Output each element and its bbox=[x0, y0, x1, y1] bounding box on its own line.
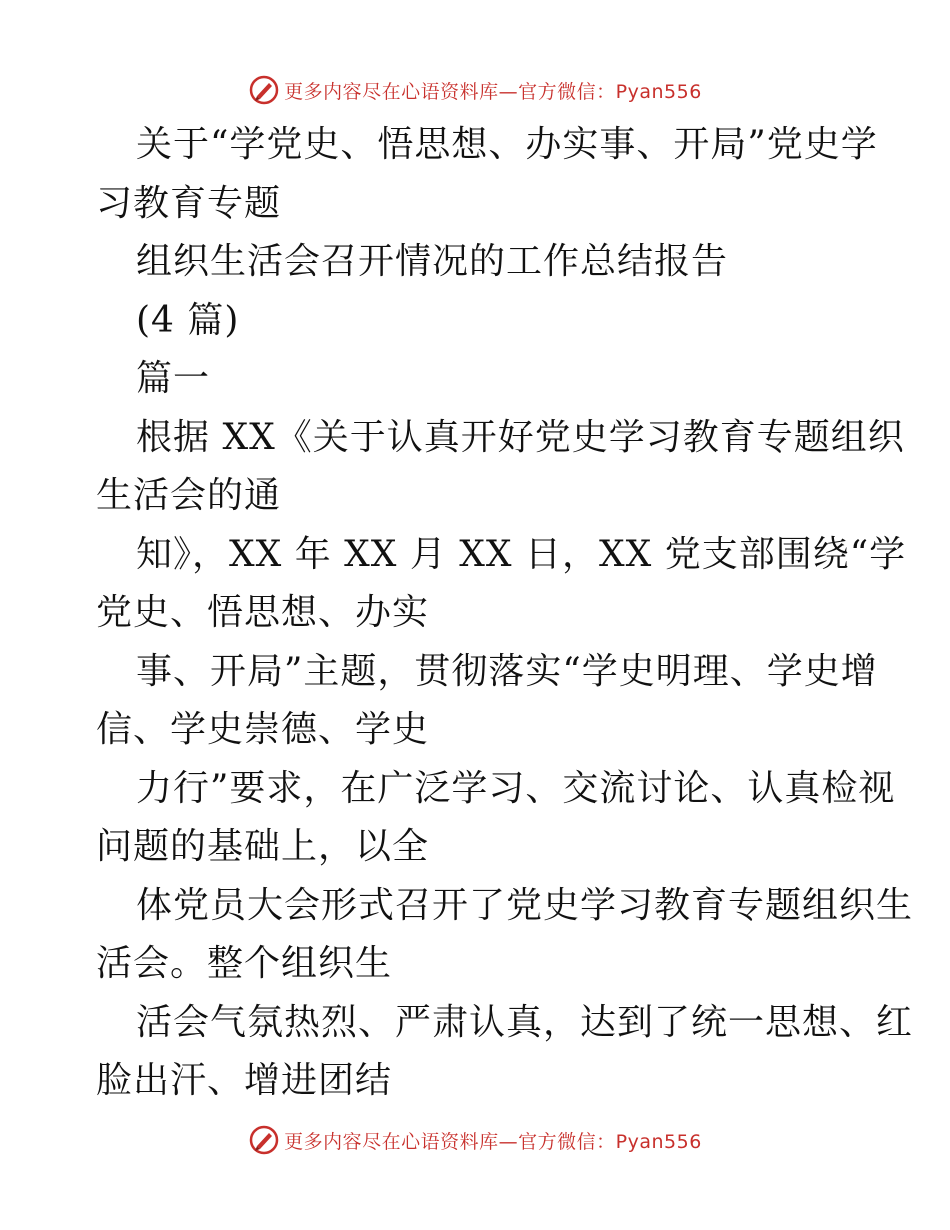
paragraph-line: 根据 XX《关于认真开好党史学习教育专题组织 bbox=[136, 416, 905, 458]
watermark-text: 更多内容尽在心语资料库—官方微信：Pyan556 bbox=[284, 1130, 702, 1153]
paragraph-line: 问题的基础上，以全 bbox=[96, 826, 430, 867]
title-line-3: 组织生活会召开情况的工作总结报告 bbox=[136, 241, 729, 282]
header-watermark bbox=[0, 70, 950, 110]
footer-watermark bbox=[0, 1120, 950, 1160]
pen-seal-logo-icon bbox=[248, 1124, 280, 1156]
section-heading: 篇一 bbox=[136, 358, 211, 399]
paragraph-line: 知》，XX 年 XX 月 XX 日，XX 党支部围绕“学 bbox=[136, 533, 907, 575]
paragraph-line: 力行”要求，在广泛学习、交流讨论、认真检视 bbox=[136, 767, 896, 809]
paragraph-line: 生活会的通 bbox=[96, 475, 282, 516]
title-count: (4 篇) bbox=[136, 299, 240, 341]
pen-seal-logo-icon bbox=[248, 74, 280, 106]
paragraph-line: 活会气氛热烈、严肃认真，达到了统一思想、红 bbox=[136, 1001, 914, 1043]
title-line-1: 关于“学党史、悟思想、办实事、开局”党史学 bbox=[136, 124, 878, 165]
watermark-text: 更多内容尽在心语资料库—官方微信：Pyan556 bbox=[284, 80, 702, 103]
paragraph-line: 脸出汗、增进团结 bbox=[96, 1060, 393, 1101]
paragraph-line: 党史、悟思想、办实 bbox=[96, 592, 430, 633]
paragraph-line: 体党员大会形式召开了党史学习教育专题组织生 bbox=[136, 884, 914, 926]
paragraph-line: 活会。整个组织生 bbox=[96, 943, 393, 984]
paragraph-line: 事、开局”主题，贯彻落实“学史明理、学史增 bbox=[136, 650, 878, 692]
document-body bbox=[96, 116, 914, 1111]
title-line-2: 习教育专题 bbox=[96, 182, 282, 224]
paragraph-line: 信、学史崇德、学史 bbox=[96, 709, 430, 750]
